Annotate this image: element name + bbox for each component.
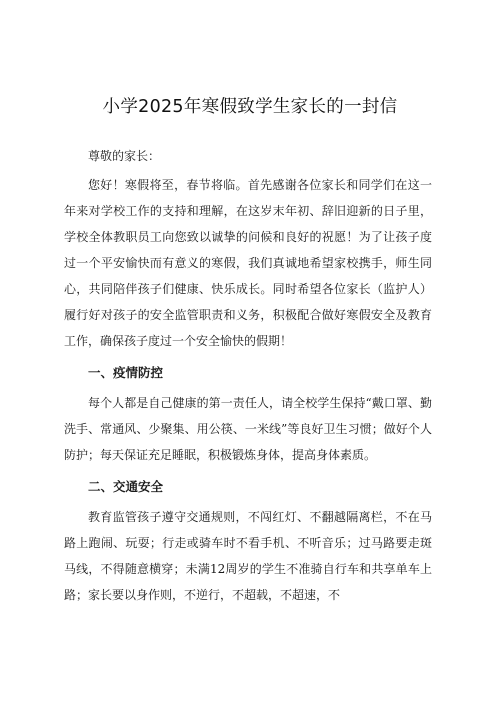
section-heading-epidemic: 一、疫情防控: [88, 365, 164, 380]
greeting: 尊敬的家长：: [88, 149, 161, 163]
intro-paragraph: 您好！寒假将至，春节将临。首先感谢各位家长和同学们在这一年来对学校工作的支持和理解，在这岁末年初、辞旧迎新的日子里，学校全体教职员工向您致以诚挚的问候和良好的祝愿！为了让孩子度过一个平安愉快而有意义的寒假，我们真诚地希望家校携手，师生同心，共同陪伴孩子们健康、快乐成长。同时希望各位家长（监护人）履行好对孩子的安全监管职责和义务，积极配合做好寒假安全及教育工作，确保孩子度过一个安全愉快的假期！: [64, 178, 432, 348]
document-title: 小学2025年寒假致学生家长的一封信: [102, 97, 398, 117]
section-text-epidemic: 每个人都是自己健康的第一责任人，请全校学生保持“戴口罩、勤洗手、常通风、少聚集、用公筷、一米线”等良好卫生习惯；做好个人防护；每天保证充足睡眠，积极锻炼身体，提高身体素质。: [64, 396, 432, 462]
document-body: [64, 144, 432, 608]
section-heading-traffic: 二、交通安全: [88, 479, 164, 494]
section-text-traffic: 教育监管孩子遵守交通规则，不闯红灯、不翻越隔离栏，不在马路上跑闹、玩耍；行走或骑车时不看手机、不听音乐；过马路要走斑马线，不得随意横穿；未满12周岁的学生不准骑自行车和共享单车上路；家长要以身作则，不逆行，不超载，不超速，不: [64, 510, 432, 602]
